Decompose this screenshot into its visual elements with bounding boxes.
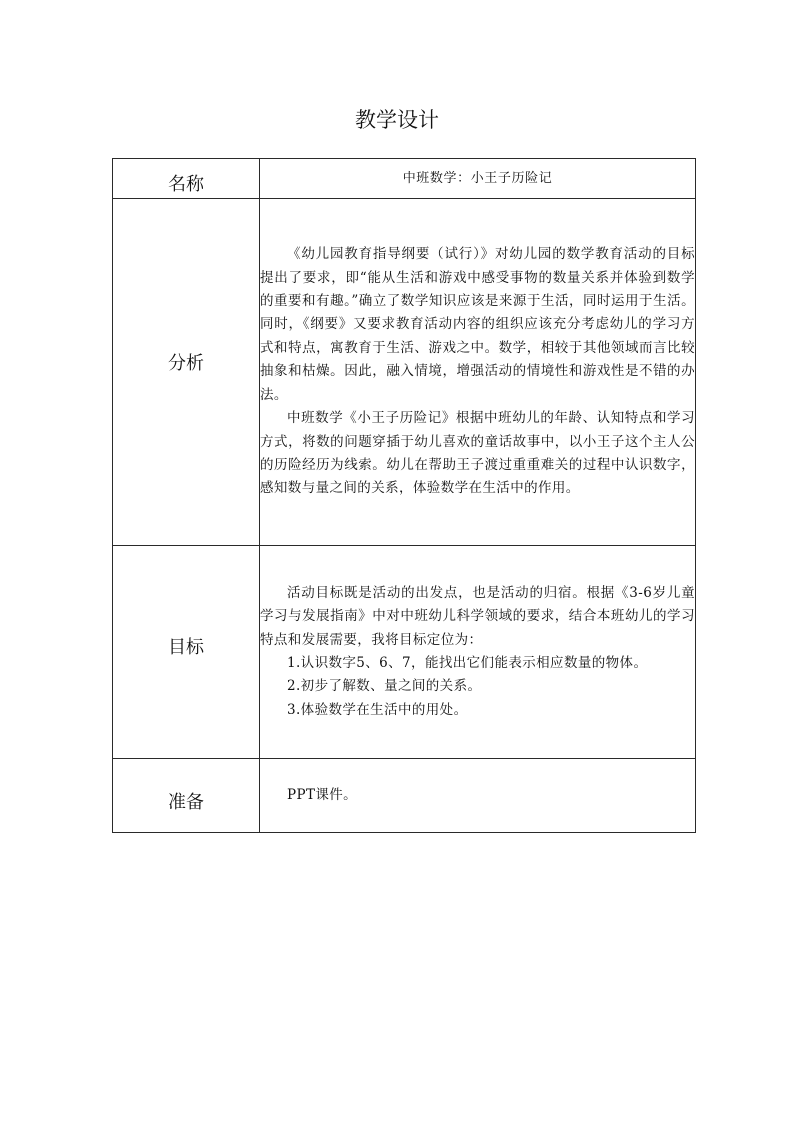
name-value: 中班数学：小王子历险记 [402, 170, 553, 186]
name-value-cell [260, 159, 696, 199]
table-row-goals [113, 546, 696, 759]
goal-item-1: 1.认识数字5、6、7，能找出它们能表示相应数量的物体。 [287, 655, 648, 671]
analysis-label: 分析 [168, 353, 204, 374]
goal-item-2: 2.初步了解数、量之间的关系。 [287, 678, 482, 695]
lesson-plan-table [112, 158, 696, 833]
table-row-analysis [113, 199, 696, 546]
goals-intro-paragraph: 活动目标既是活动的出发点，也是活动的归宿。根据《3-6岁儿童学习与发展指南》中对中班幼儿科学领域的要求，结合本班幼儿的学习特点和发展需要，我将目标定位为： [260, 584, 695, 648]
preparation-label: 准备 [168, 791, 204, 813]
table-row-name [113, 159, 696, 199]
analysis-label-cell [113, 199, 260, 546]
goals-content-cell [260, 546, 696, 759]
preparation-value: PPT课件。 [287, 786, 358, 803]
goals-label-cell [113, 546, 260, 759]
document-title: 教学设计 [355, 108, 439, 132]
analysis-paragraph-2: 中班数学《小王子历险记》根据中班幼儿的年龄、认知特点和学习方式，将数的问题穿插于幼儿喜欢的童话故事中，以小王子这个主人公的历险经历为线索。幼儿在帮助王子渡过重重难关的过程中认识数字，感知数与量之间的关系，体验数学在生活中的作用。 [260, 410, 695, 497]
analysis-paragraph-1: 《幼儿园教育指导纲要（试行）》对幼儿园的数学教育活动的目标提出了要求，即“能从生活和游戏中感受事物的数量关系并体验到数学的重要和有趣。”确立了数学知识应该是来源于生活，同时运用于生活。同时，《纲要》又要求教育活动内容的组织应该充分考虑幼儿的学习方式和特点，寓教育于生活、游戏之中。数学，相较于其他领域而言比较抽象和枯燥。因此，融入情境，增强活动的情境性和游戏性是不错的办法。 [260, 246, 695, 403]
analysis-content-cell [260, 199, 696, 546]
goal-item-3: 3.体验数学在生活中的用处。 [287, 701, 468, 718]
table-row-preparation [113, 759, 696, 833]
goals-label: 目标 [168, 637, 204, 658]
name-label-cell [113, 159, 260, 199]
preparation-content-cell [260, 759, 696, 833]
preparation-label-cell [113, 759, 260, 833]
name-label: 名称 [168, 173, 204, 195]
